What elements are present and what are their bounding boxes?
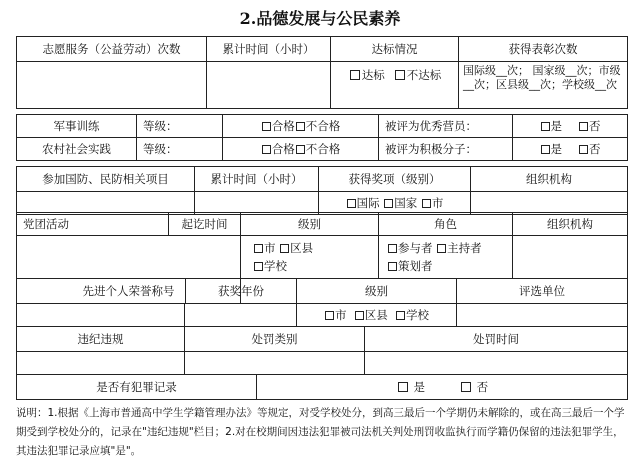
defense-time-header: 累计时间（小时） xyxy=(195,167,319,191)
fail-checkbox[interactable] xyxy=(395,70,405,80)
volunteer-time-header: 累计时间（小时） xyxy=(207,37,331,61)
volunteer-count-cell[interactable] xyxy=(17,62,207,108)
party-host-checkbox[interactable] xyxy=(437,244,446,253)
discipline-header-row xyxy=(16,326,628,352)
rural-award-label: 被评为积极分子： xyxy=(379,138,513,160)
honor-header-row xyxy=(16,278,628,304)
crime-yes-checkbox[interactable] xyxy=(398,382,408,392)
party-activity-cell[interactable] xyxy=(17,236,241,278)
crime-options: 是 否 xyxy=(257,375,627,399)
party-level-options: 市 区县 学校 xyxy=(241,236,379,278)
rural-pass-checkbox[interactable] xyxy=(262,145,271,154)
honor-level-options: 市 区县 学校 xyxy=(297,304,457,326)
honor-year-cell[interactable] xyxy=(185,304,297,326)
party-planner-checkbox[interactable] xyxy=(388,262,397,271)
rural-level-label: 等级： xyxy=(137,138,223,160)
party-role-header: 角色 xyxy=(379,213,513,235)
military-no-checkbox[interactable] xyxy=(579,122,588,131)
rural-label: 农村社会实践 xyxy=(17,138,137,160)
military-level-label: 等级： xyxy=(137,115,223,137)
crime-row xyxy=(16,374,628,400)
defense-award-options: 国际 国家 市 xyxy=(319,192,471,214)
rural-yes-checkbox[interactable] xyxy=(541,145,550,154)
military-label: 军事训练 xyxy=(17,115,137,137)
defense-intl-checkbox[interactable] xyxy=(347,199,356,208)
party-body-row xyxy=(16,235,628,279)
honor-title-header: 先进个人荣誉称号 xyxy=(17,279,241,303)
volunteer-header-row xyxy=(16,36,628,62)
volunteer-awards-header: 获得表彰次数 xyxy=(508,42,578,56)
volunteer-body-row xyxy=(16,61,628,109)
pass-checkbox[interactable] xyxy=(350,70,360,80)
military-pass-checkbox[interactable] xyxy=(262,122,271,131)
honor-school-checkbox[interactable] xyxy=(396,311,405,320)
volunteer-count-header: 志愿服务（公益劳动）次数 xyxy=(17,37,207,61)
defense-org-header: 组织机构 xyxy=(526,172,572,186)
discipline-type-header: 处罚类别 xyxy=(185,327,365,351)
party-role-options: 参与者 主持者 策划者 xyxy=(379,236,513,278)
defense-time-cell[interactable] xyxy=(195,192,319,214)
volunteer-time-cell[interactable] xyxy=(207,62,331,108)
party-participant-checkbox[interactable] xyxy=(388,244,397,253)
party-activity-header: 党团活动 xyxy=(17,213,169,235)
military-row xyxy=(16,114,628,138)
party-school-checkbox[interactable] xyxy=(254,262,263,271)
party-city-checkbox[interactable] xyxy=(254,244,263,253)
defense-project-cell[interactable] xyxy=(17,192,195,214)
defense-org-cell[interactable] xyxy=(471,192,627,214)
discipline-time-cell[interactable] xyxy=(365,352,627,374)
form-table xyxy=(16,36,628,400)
rural-no-checkbox[interactable] xyxy=(579,145,588,154)
military-fail-checkbox[interactable] xyxy=(296,122,305,131)
honor-year-header: 获奖年份 xyxy=(185,279,297,303)
discipline-violation-cell[interactable] xyxy=(17,352,185,374)
volunteer-awards-cell[interactable]: 国际级__次； 国家级__次；市级__次；区县级__次；学校级__次 xyxy=(463,64,621,91)
party-org-header: 组织机构 xyxy=(547,217,593,231)
defense-city-checkbox[interactable] xyxy=(422,199,431,208)
crime-no-checkbox[interactable] xyxy=(461,382,471,392)
honor-body-row xyxy=(16,303,628,327)
military-level-options: 合格 不合格 xyxy=(223,115,379,137)
discipline-body-row xyxy=(16,351,628,375)
defense-header-row xyxy=(16,166,628,192)
page-title: 2.品德发展与公民素养 xyxy=(239,9,401,28)
party-org-cell[interactable] xyxy=(513,236,627,278)
honor-title-cell[interactable] xyxy=(17,304,185,326)
defense-project-header: 参加国防、民防相关项目 xyxy=(17,167,195,191)
honor-unit-cell[interactable] xyxy=(457,304,627,326)
party-district-checkbox[interactable] xyxy=(280,244,289,253)
party-level-header: 级别 xyxy=(241,213,379,235)
honor-district-checkbox[interactable] xyxy=(355,311,364,320)
military-yes-checkbox[interactable] xyxy=(541,122,550,131)
discipline-violation-header: 违纪违规 xyxy=(17,327,185,351)
discipline-time-header: 处罚时间 xyxy=(473,332,519,346)
defense-award-header: 获得奖项（级别） xyxy=(319,167,471,191)
military-award-options: 是 否 xyxy=(513,115,627,137)
defense-nation-checkbox[interactable] xyxy=(384,199,393,208)
volunteer-status-header: 达标情况 xyxy=(331,37,459,61)
rural-award-options: 是 否 xyxy=(513,138,627,160)
crime-label: 是否有犯罪记录 xyxy=(17,375,257,399)
discipline-type-cell[interactable] xyxy=(185,352,365,374)
rural-fail-checkbox[interactable] xyxy=(296,145,305,154)
rural-row xyxy=(16,137,628,161)
volunteer-status-cell xyxy=(331,62,459,108)
honor-level-header: 级别 xyxy=(297,279,457,303)
explanation-note: 说明：1.根据《上海市普通高中学生学籍管理办法》等规定，对受学校处分，到高三最后一个学期仍未解除的，或在高三最后一个学期受到学校处分的，记录在"违纪违规"栏目；2.对在校期间因违法犯罪被司法机关判处刑罚收监执行而学籍仍保留的违法犯罪学生，其违法犯罪记录应填"是"。 xyxy=(16,407,625,457)
honor-unit-header: 评选单位 xyxy=(519,284,565,298)
rural-level-options: 合格 不合格 xyxy=(223,138,379,160)
honor-city-checkbox[interactable] xyxy=(325,311,334,320)
party-period-header: 起讫时间 xyxy=(169,213,241,235)
fail-option[interactable]: 不达标 xyxy=(393,67,442,83)
military-award-label: 被评为优秀营员： xyxy=(379,115,513,137)
party-header-row xyxy=(16,212,628,236)
pass-option[interactable]: 达标 xyxy=(348,67,385,83)
